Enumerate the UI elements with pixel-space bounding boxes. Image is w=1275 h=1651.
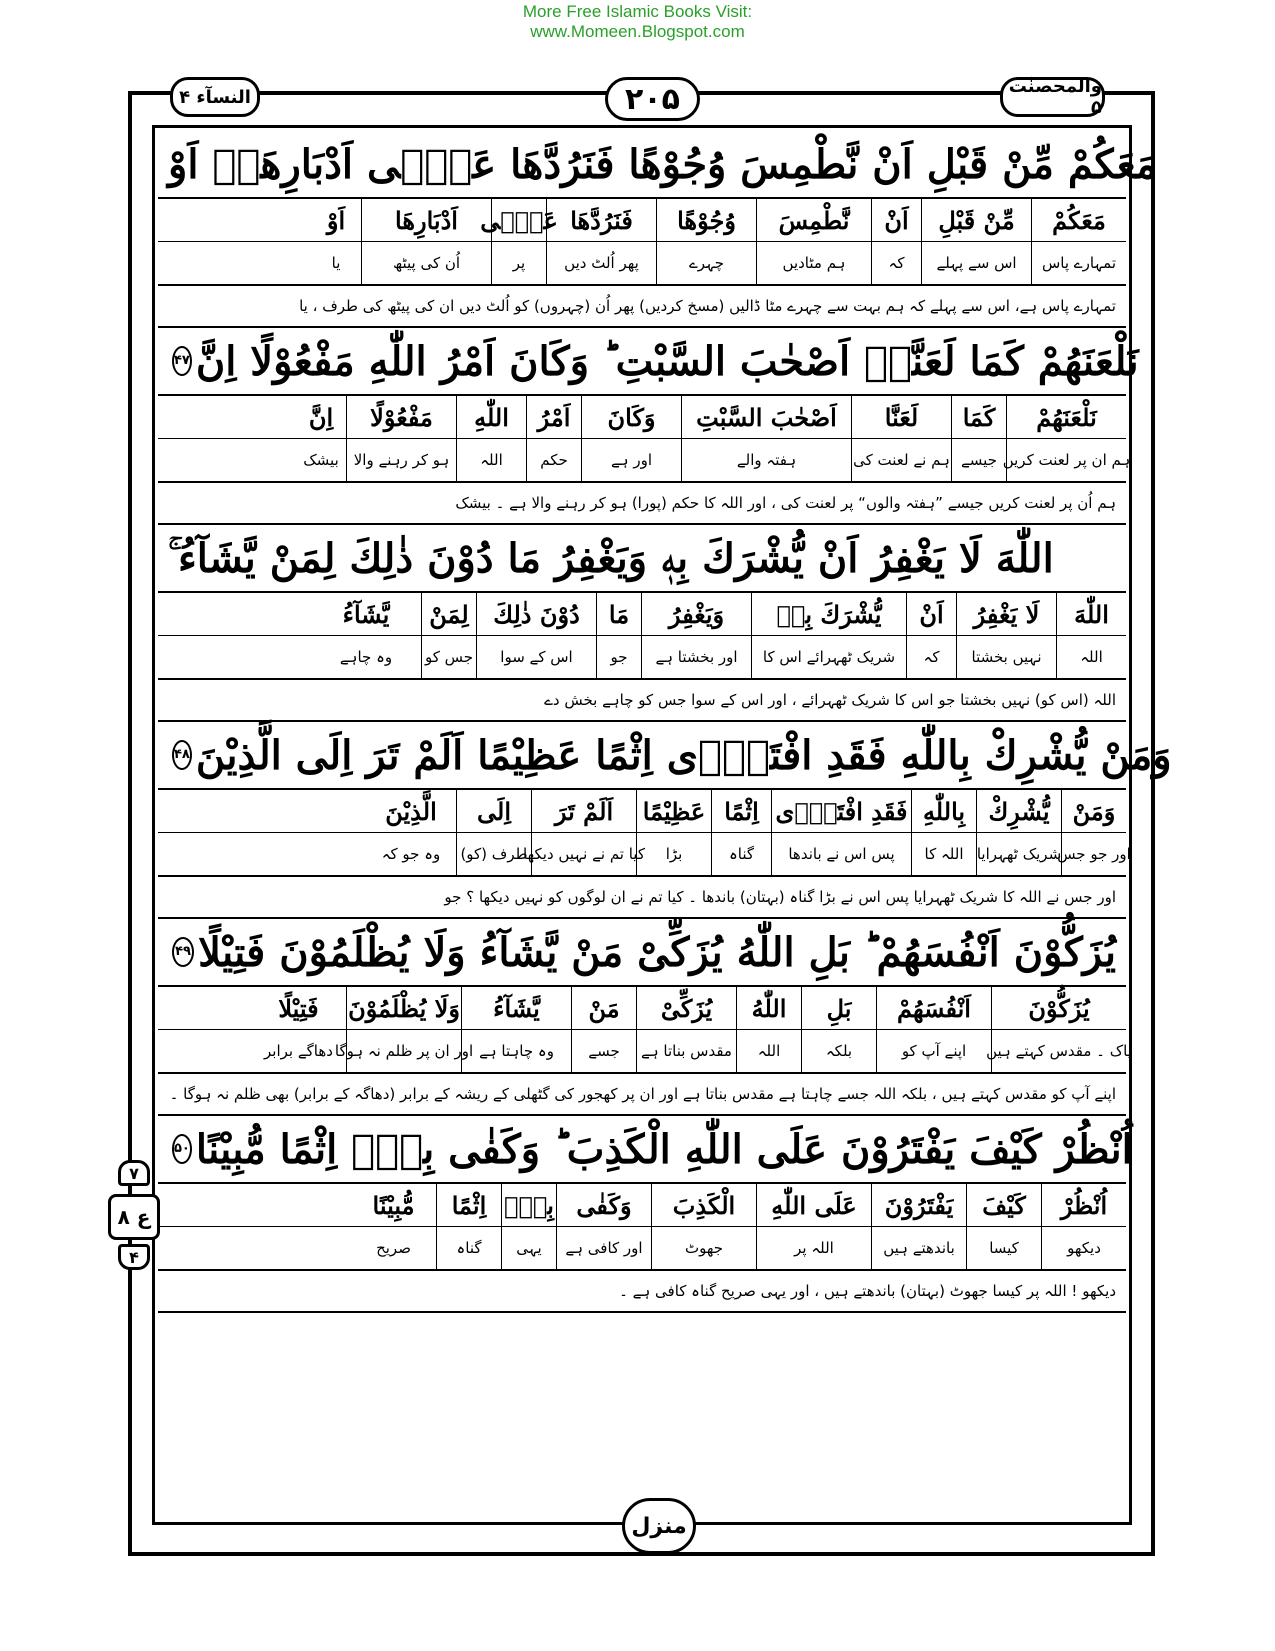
urdu-meaning: شریک ٹھہرائے اس کا <box>751 636 906 678</box>
translation-line: اور جس نے اللہ کا شریک ٹھہرایا پس اس نے بڑا گناہ (بہتان) باندھا ۔ کیا تم نے ان لوگوں کو نہیں دیکھا ؟ جو <box>158 877 1126 919</box>
urdu-meaning: اللہ پر <box>756 1227 871 1269</box>
verse-text: اللّٰهَ لَا يَغْفِرُ اَنْ يُّشْرَكَ بِهٖ وَيَغْفِرُ مَا دُوْنَ ذٰلِكَ لِمَنْ يَّشَآءُ ۚ <box>168 534 1054 582</box>
urdu-meaning: طرف (کو) <box>456 833 531 875</box>
arabic-word: مَنْ <box>571 987 636 1029</box>
arabic-word: لِمَنْ <box>421 593 476 635</box>
urdu-meaning: چہرے <box>656 242 756 284</box>
urdu-meaning: یا <box>331 254 341 272</box>
urdu-meaning: جھوٹ <box>651 1227 756 1269</box>
arabic-word: اَنْ <box>906 593 956 635</box>
promo-text[interactable]: More Free Islamic Books Visit: <box>522 2 753 21</box>
verse-text: يُزَكُّوْنَ اَنْفُسَهُمْ ؕ بَلِ اللّٰهُ يُزَكِّىْ مَنْ يَّشَآءُ وَلَا يُظْلَمُوْنَ فَتِيْلًا <box>198 928 1116 976</box>
arabic-word: اَلَمْ تَرَ <box>531 790 636 832</box>
urdu-meaning: وہ چاہتا ہے <box>461 1030 571 1072</box>
translation-line: اللہ (اس کو) نہیں بخشتا جو اس کا شریک ٹھہرائے ، اور اس کے سوا جس کو چاہے بخش دے <box>158 680 1126 722</box>
urdu-meaning: نہیں بخشتا <box>956 636 1056 678</box>
urdu-meaning: اور بخشتا ہے <box>641 636 751 678</box>
urdu-meaning: پر <box>491 242 546 284</box>
arabic-word: مِّنْ قَبْلِ <box>921 199 1031 241</box>
urdu-meaning: تمہارے پاس <box>1031 242 1126 284</box>
urdu-meanings-row <box>158 1227 1126 1269</box>
arabic-words-row <box>158 396 1126 439</box>
translation-line: ہم اُن پر لعنت کریں جیسے ”ہفتہ والوں“ پر لعنت کی ، اور اللہ کا حکم (پورا) ہو کر رہنے والا ہے ۔ بیشک <box>158 483 1126 525</box>
arabic-word: وُجُوْهًا <box>656 199 756 241</box>
arabic-word: اَوْ <box>326 205 346 235</box>
arabic-word: يَّشَآءُ <box>461 987 571 1029</box>
urdu-meanings-row <box>158 636 1126 678</box>
urdu-meaning: اور کافی ہے <box>556 1227 651 1269</box>
urdu-meanings-row <box>158 833 1131 875</box>
urdu-meaning: جو <box>596 636 641 678</box>
urdu-meaning: اس سے پہلے <box>921 242 1031 284</box>
word-grid <box>158 987 1132 1074</box>
ruku-middle: ع ۸ <box>108 1194 160 1240</box>
arabic-word: اَنْ <box>871 199 921 241</box>
arabic-words-row <box>158 987 1126 1030</box>
urdu-meaning: اپنے آپ کو <box>876 1030 991 1072</box>
arabic-word: مَا <box>596 593 641 635</box>
urdu-meaning: ہو کر رہنے والا <box>346 439 456 481</box>
urdu-meaning: گناہ <box>436 1227 501 1269</box>
arabic-word: اِلَى <box>456 790 531 832</box>
word-grid <box>158 199 1126 286</box>
urdu-meaning: کیا تم نے نہیں دیکھا <box>531 833 636 875</box>
urdu-meaning: جیسے <box>951 439 1006 481</box>
arabic-word: اللّٰهِ <box>456 396 526 438</box>
translation-line: دیکھو ! اللہ پر کیسا جھوٹ (بہتان) باندھتے ہیں ، اور یہی صریح گناہ کافی ہے ۔ <box>158 1271 1126 1313</box>
urdu-meaning: ہم مٹادیں <box>756 242 871 284</box>
urdu-meaning: اللہ <box>456 439 526 481</box>
verse-line <box>158 525 1126 593</box>
urdu-meaning: کیسا <box>966 1227 1041 1269</box>
arabic-word: وَلَا يُظْلَمُوْنَ <box>346 987 461 1029</box>
verse-line <box>158 919 1126 987</box>
urdu-meaning: اور ہے <box>581 439 681 481</box>
arabic-word: نَلْعَنَهُمْ <box>1006 396 1126 438</box>
arabic-word: اَنْفُسَهُمْ <box>876 987 991 1029</box>
arabic-words-row <box>158 1184 1126 1227</box>
arabic-word: يُّشْرِكْ <box>976 790 1061 832</box>
arabic-word: وَكَفٰى <box>556 1184 651 1226</box>
urdu-meaning: گناہ <box>711 833 771 875</box>
arabic-word: اللّٰهُ <box>736 987 801 1029</box>
verse-line <box>158 722 1172 790</box>
ayah-number: ۴۸ <box>172 740 192 770</box>
surah-label: النسآء ۴ <box>170 77 260 117</box>
arabic-words-row <box>158 790 1126 833</box>
arabic-word: بِاللّٰهِ <box>911 790 976 832</box>
arabic-word: لَعَنَّا <box>851 396 951 438</box>
urdu-meaning: ہم نے لعنت کی <box>851 439 951 481</box>
urdu-meaning: اللہ کا <box>911 833 976 875</box>
word-grid <box>158 593 1126 680</box>
arabic-word: كَيْفَ <box>966 1184 1041 1226</box>
urdu-meaning: جسے <box>571 1030 636 1072</box>
arabic-word: مَعَكُمْ <box>1031 199 1126 241</box>
translation-line: تمہارے پاس ہے، اس سے پہلے کہ ہم بہت سے چہرے مٹا ڈالیں (مسخ کردیں) پھر اُن (چہروں) کو اُلٹ دیں ان کی پیٹھ کی طرف ، یا <box>158 286 1126 328</box>
word-grid <box>158 396 1131 483</box>
ayah-number: ۵۰ <box>172 1134 192 1164</box>
arabic-word: وَكَانَ <box>581 396 681 438</box>
urdu-meaning: اور ان پر ظلم نہ ہوگا <box>346 1030 461 1072</box>
juz-label: والمحصنٰت ۵ <box>1000 77 1105 117</box>
ayah-number: ۴۷ <box>172 346 192 376</box>
urdu-meaning: اس کے سوا <box>476 636 596 678</box>
page-content <box>158 131 1172 1313</box>
urdu-meaning: اُن کی پیٹھ <box>361 242 491 284</box>
urdu-meaning: باندھتے ہیں <box>871 1227 966 1269</box>
arabic-word: اِنَّ <box>308 402 334 432</box>
arabic-word: اللّٰهَ <box>1056 593 1126 635</box>
arabic-word: فَقَدِ افْتَرٰۤى <box>771 790 911 832</box>
arabic-word: عَلَى اللّٰهِ <box>756 1184 871 1226</box>
arabic-word: يُزَكِّىْ <box>636 987 736 1029</box>
urdu-meaning: پھر اُلٹ دیں <box>546 242 656 284</box>
urdu-meaning: بڑا <box>636 833 711 875</box>
urdu-meaning: دیکھو <box>1041 1227 1126 1269</box>
arabic-word: عَظِيْمًا <box>636 790 711 832</box>
manzil-label: منزل <box>622 1498 696 1554</box>
arabic-word: بَلِ <box>801 987 876 1029</box>
arabic-word: اَدْبَارِهَا <box>361 199 491 241</box>
arabic-word: الْكَذِبَ <box>651 1184 756 1226</box>
arabic-word: وَيَغْفِرُ <box>641 593 751 635</box>
arabic-word: دُوْنَ ذٰلِكَ <box>476 593 596 635</box>
urdu-meaning: اور جو جس <box>1061 833 1126 875</box>
arabic-word: اِثْمًا <box>711 790 771 832</box>
urdu-meaning: مقدس بناتا ہے <box>636 1030 736 1072</box>
verse-line <box>158 131 1158 199</box>
arabic-word: اِثْمًا <box>436 1184 501 1226</box>
translation-line: اپنے آپ کو مقدس کہتے ہیں ، بلکہ اللہ جسے چاہتا ہے مقدس بناتا ہے اور ان پر کھجور کی گٹھلی کے ریشہ کے برابر (دھاگہ کے برابر) بھی ظلم نہ ہوگا ۔ <box>158 1074 1126 1116</box>
word-grid <box>158 790 1131 877</box>
promo-banner <box>0 2 1275 42</box>
arabic-word: يَّشَآءُ <box>342 599 390 629</box>
word-grid <box>158 1184 1126 1271</box>
verse-text: مَعَكُمْ مِّنْ قَبْلِ اَنْ نَّطْمِسَ وُجُوْهًا فَنَرُدَّهَا عَلٰۤى اَدْبَارِهَاۤ اَوْ <box>168 140 1158 188</box>
urdu-meaning: اللہ <box>736 1030 801 1072</box>
arabic-word: نَّطْمِسَ <box>756 199 871 241</box>
arabic-word: فَتِيْلًا <box>278 993 319 1023</box>
arabic-word: لَا يَغْفِرُ <box>956 593 1056 635</box>
urdu-meaning: پس اس نے باندھا <box>771 833 911 875</box>
urdu-meaning: اللہ <box>1056 636 1126 678</box>
arabic-word: يُّشْرَكَ بِهٖ <box>751 593 906 635</box>
promo-link[interactable]: www.Momeen.Blogspot.com <box>530 22 745 41</box>
arabic-word: وَمَنْ <box>1061 790 1126 832</box>
ruku-bottom: ۴ <box>118 1244 150 1270</box>
verse-line <box>158 328 1139 396</box>
urdu-meaning: شریک ٹھہرایا <box>976 833 1061 875</box>
arabic-word: اُنْظُرْ <box>1041 1184 1126 1226</box>
arabic-word: يُزَكُّوْنَ <box>991 987 1126 1029</box>
ayah-number: ۴۹ <box>172 937 194 967</box>
urdu-meaning: صریح <box>376 1239 411 1257</box>
urdu-meaning: بیشک <box>303 451 339 469</box>
arabic-word: بِهٖۤ <box>501 1184 556 1226</box>
arabic-word: عَلٰۤى <box>491 199 546 241</box>
urdu-meanings-row <box>158 242 1126 284</box>
urdu-meaning: کہ <box>871 242 921 284</box>
urdu-meaning: کہ <box>906 636 956 678</box>
urdu-meanings-row <box>158 1030 1132 1072</box>
urdu-meaning: ہفتہ والے <box>681 439 851 481</box>
urdu-meaning: حکم <box>526 439 581 481</box>
verse-text: اُنْظُرْ كَيْفَ يَفْتَرُوْنَ عَلَى اللّٰهِ الْكَذِبَ ؕ وَكَفٰى بِهٖۤ اِثْمًا مُّبِيْنًا <box>195 1125 1133 1173</box>
arabic-words-row <box>158 593 1126 636</box>
verse-text: وَمَنْ يُّشْرِكْ بِاللّٰهِ فَقَدِ افْتَرٰۤى اِثْمًا عَظِيْمًا اَلَمْ تَرَ اِلَى الَّذِيْنَ <box>195 731 1172 779</box>
verse-text: نَلْعَنَهُمْ كَمَا لَعَنَّاۤ اَصْحٰبَ السَّبْتِ ؕ وَكَانَ اَمْرُ اللّٰهِ مَفْعُوْلًا اِنَّ <box>195 337 1139 385</box>
arabic-word: الَّذِيْنَ <box>385 796 437 826</box>
arabic-word: مُّبِيْنًا <box>372 1190 415 1220</box>
urdu-meaning: بلکہ <box>801 1030 876 1072</box>
urdu-meaning: وہ چاہے <box>339 648 393 666</box>
arabic-word: فَنَرُدَّهَا <box>546 199 656 241</box>
arabic-words-row <box>158 199 1126 242</box>
verse-line <box>158 1116 1133 1184</box>
urdu-meaning: وہ جو کہ <box>381 845 441 863</box>
ruku-top: ۷ <box>118 1160 150 1186</box>
urdu-meaning: جس کو <box>421 636 476 678</box>
page-number: ۲۰۵ <box>605 77 700 121</box>
urdu-meaning: ہم ان پر لعنت کریں <box>1006 439 1126 481</box>
arabic-word: اَصْحٰبَ السَّبْتِ <box>681 396 851 438</box>
urdu-meaning: دھاگے برابر <box>264 1042 333 1060</box>
urdu-meanings-row <box>158 439 1131 481</box>
arabic-word: كَمَا <box>951 396 1006 438</box>
arabic-word: يَفْتَرُوْنَ <box>871 1184 966 1226</box>
urdu-meaning: پاک ۔ مقدس کہتے ہیں <box>991 1030 1126 1072</box>
arabic-word: مَفْعُوْلًا <box>346 396 456 438</box>
arabic-word: اَمْرُ <box>526 396 581 438</box>
ruku-marker <box>100 1150 168 1270</box>
urdu-meaning: یہی <box>501 1227 556 1269</box>
